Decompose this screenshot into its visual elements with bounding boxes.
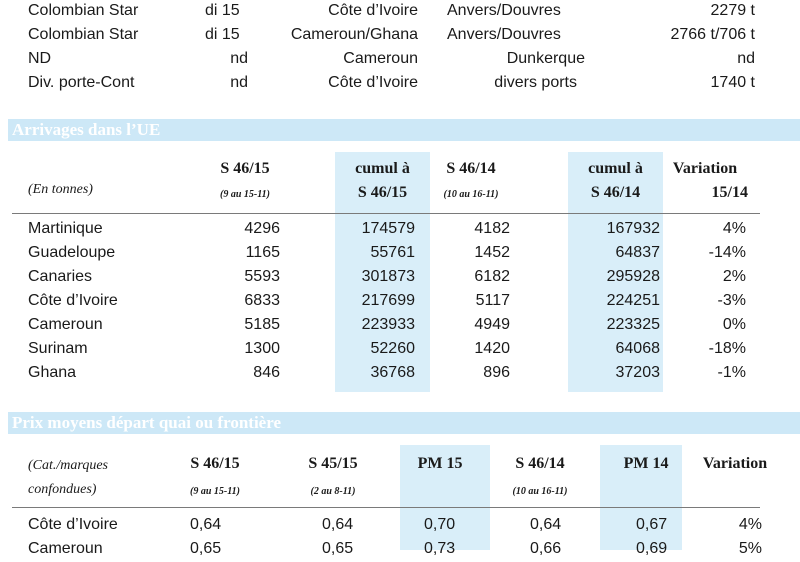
ship-date: di 15	[205, 26, 240, 43]
cumul15-cell: 223933	[361, 316, 415, 333]
header-variation-b: 15/14	[711, 184, 748, 201]
origin-cell: Canaries	[28, 268, 93, 285]
origin-cell: Ghana	[28, 364, 77, 381]
table-row	[0, 364, 800, 386]
variation-cell: -3%	[717, 292, 746, 309]
prix-header-s4615: S 46/15	[190, 455, 240, 472]
cumul15-cell: 301873	[361, 268, 415, 285]
ship-destination: Dunkerque	[506, 50, 585, 67]
unit-label: (En tonnes)	[28, 182, 93, 197]
header-cumul15-b: S 46/15	[357, 184, 408, 201]
prix-header-s4614-dates: (10 au 16-11)	[512, 486, 568, 497]
variation-cell: 4%	[722, 220, 746, 237]
s4614-cell: 4182	[474, 220, 510, 237]
table-row	[0, 220, 800, 242]
origin-cell: Guadeloupe	[28, 244, 116, 261]
variation-cell: 2%	[722, 268, 746, 285]
ship-row	[0, 26, 800, 48]
cumul15-cell: 36768	[370, 364, 415, 381]
header-cumul14-b: S 46/14	[590, 184, 641, 201]
s4615-cell: 5593	[244, 268, 280, 285]
ship-date: nd	[230, 74, 248, 91]
ship-origin: Cameroun/Ghana	[290, 26, 418, 43]
s4614-cell: 0,64	[530, 516, 562, 533]
cumul14-cell: 64837	[615, 244, 660, 261]
header-variation-a: Variation	[672, 160, 738, 177]
category-label-line2: confondues)	[28, 482, 97, 497]
ship-destination: Anvers/Douvres	[447, 2, 561, 19]
s4615-cell: 4296	[244, 220, 280, 237]
prix-header-pm14: PM 14	[623, 455, 669, 472]
cumul14-cell: 167932	[606, 220, 660, 237]
s4614-cell: 5117	[475, 292, 510, 309]
s4614-cell: 896	[483, 364, 510, 381]
prix-header-variation: Variation	[702, 455, 768, 472]
variation-cell: 5%	[738, 540, 762, 557]
origin-cell: Cameroun	[28, 540, 103, 557]
prix-header-divider	[12, 507, 760, 508]
origin-cell: Cameroun	[28, 316, 103, 333]
pm15-cell: 0,73	[424, 540, 456, 557]
prix-title: Prix moyens départ quai ou frontière	[12, 413, 281, 432]
prix-header-s4614: S 46/14	[515, 455, 565, 472]
s4615-cell: 5185	[244, 316, 280, 333]
header-s4614-dates: (10 au 16-11)	[443, 189, 499, 200]
table-row	[0, 244, 800, 266]
s4615-cell: 0,65	[190, 540, 222, 557]
variation-cell: -18%	[708, 340, 746, 357]
s4614-cell: 0,66	[530, 540, 562, 557]
variation-cell: -14%	[708, 244, 746, 261]
ship-quantity: 2279 t	[710, 2, 755, 19]
ship-name: Colombian Star	[28, 26, 139, 43]
header-cumul14-a: cumul à	[588, 160, 643, 177]
s4615-cell: 1300	[244, 340, 280, 357]
cumul15-cell: 52260	[370, 340, 415, 357]
ship-quantity: 1740 t	[710, 74, 755, 91]
ship-quantity: nd	[737, 50, 755, 67]
ship-row	[0, 50, 800, 72]
ship-date: nd	[230, 50, 248, 67]
cumul14-cell: 295928	[606, 268, 660, 285]
cumul15-cell: 217699	[361, 292, 415, 309]
table-row	[0, 340, 800, 362]
ship-origin: Côte d’Ivoire	[328, 2, 418, 19]
variation-cell: 4%	[738, 516, 762, 533]
ship-row	[0, 2, 800, 24]
s4615-cell: 1165	[245, 244, 280, 261]
prix-header-s4515: S 45/15	[308, 455, 358, 472]
pm15-cell: 0,70	[424, 516, 456, 533]
s4614-cell: 4949	[474, 316, 510, 333]
table-row	[0, 316, 800, 338]
table-row	[0, 292, 800, 314]
prix-header-pm15: PM 15	[417, 455, 463, 472]
prix-header-s4515-dates: (2 au 8-11)	[310, 486, 356, 497]
s4614-cell: 1452	[474, 244, 510, 261]
table-row	[0, 516, 800, 538]
ship-origin: Côte d’Ivoire	[328, 74, 418, 91]
ship-name: ND	[28, 50, 52, 67]
s4515-cell: 0,65	[322, 540, 354, 557]
ship-date: di 15	[205, 2, 240, 19]
arrivages-title: Arrivages dans l’UE	[12, 120, 161, 139]
ship-name: Div. porte-Cont	[28, 74, 135, 91]
ship-destination: divers ports	[494, 74, 577, 91]
table-row	[0, 540, 800, 562]
s4615-cell: 846	[253, 364, 280, 381]
ship-quantity: 2766 t/706 t	[670, 26, 755, 43]
variation-cell: -1%	[717, 364, 746, 381]
cumul15-cell: 174579	[361, 220, 415, 237]
cumul14-cell: 223325	[606, 316, 660, 333]
s4515-cell: 0,64	[322, 516, 354, 533]
s4615-cell: 0,64	[190, 516, 222, 533]
cumul14-cell: 37203	[615, 364, 660, 381]
s4614-cell: 1420	[474, 340, 510, 357]
origin-cell: Côte d’Ivoire	[28, 292, 118, 309]
cumul14-cell: 64068	[615, 340, 660, 357]
cumul15-cell: 55761	[370, 244, 415, 261]
origin-cell: Martinique	[28, 220, 103, 237]
prix-header-s4615-dates: (9 au 15-11)	[190, 486, 240, 497]
header-s4614: S 46/14	[446, 160, 496, 177]
s4614-cell: 6182	[474, 268, 510, 285]
origin-cell: Côte d’Ivoire	[28, 516, 118, 533]
origin-cell: Surinam	[28, 340, 88, 357]
s4615-cell: 6833	[244, 292, 280, 309]
header-cumul15-a: cumul à	[355, 160, 410, 177]
pm14-cell: 0,69	[636, 540, 668, 557]
ship-row	[0, 74, 800, 96]
cumul14-cell: 224251	[606, 292, 660, 309]
header-s4615: S 46/15	[220, 160, 270, 177]
ship-name: Colombian Star	[28, 2, 139, 19]
ship-origin: Cameroun	[343, 50, 418, 67]
table-row	[0, 268, 800, 290]
category-label-line1: (Cat./marques	[28, 458, 108, 473]
ship-destination: Anvers/Douvres	[447, 26, 561, 43]
variation-cell: 0%	[722, 316, 746, 333]
header-divider	[12, 213, 760, 214]
pm14-cell: 0,67	[636, 516, 668, 533]
header-s4615-dates: (9 au 15-11)	[220, 189, 270, 200]
